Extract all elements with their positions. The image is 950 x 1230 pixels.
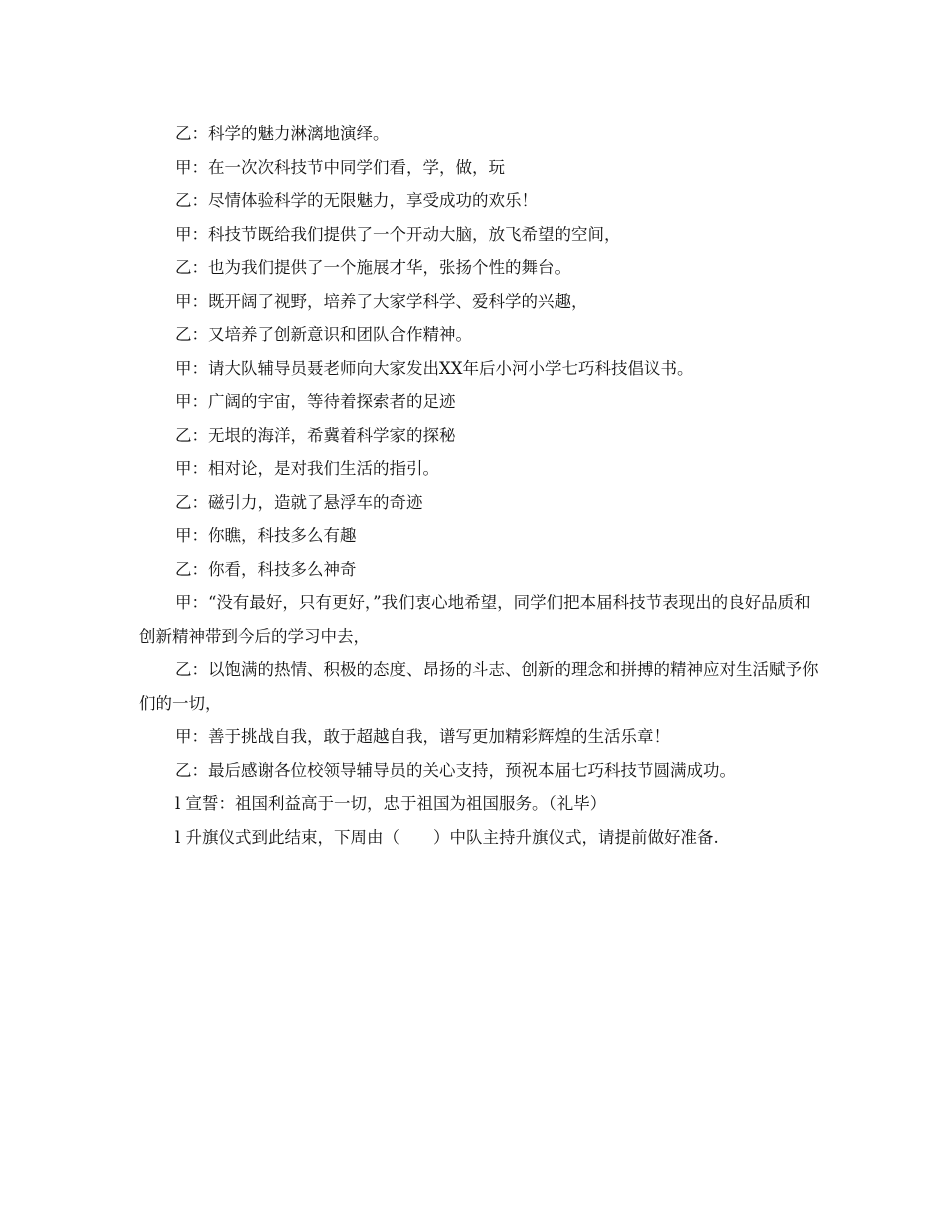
paragraph: 乙：磁引力，造就了悬浮车的奇迹 <box>175 492 423 512</box>
paragraph: 乙：无垠的海洋，希冀着科学家的探秘 <box>175 425 456 445</box>
paragraph: 乙：尽情体验科学的无限魅力，享受成功的欢乐！ <box>175 191 538 210</box>
paragraph: 乙：最后感谢各位校领导辅导员的关心支持，预祝本届七巧科技节圆满成功。 <box>175 760 736 780</box>
paragraph: 甲：善于挑战自我，敢于超越自我，谱写更加精彩辉煌的生活乐章！ <box>175 727 670 746</box>
paragraph: 甲：请大队辅导员聂老师向大家发出XX年后小河小学七巧科技倡议书。 <box>175 358 694 378</box>
paragraph: l 宣誓：祖国利益高于一切，忠于祖国为祖国服务。（礼毕） <box>175 794 607 813</box>
paragraph: l 升旗仪式到此结束，下周由（ ）中队主持升旗仪式，请提前做好准备. <box>175 827 719 847</box>
paragraph: 乙：科学的魅力淋漓地演绎。 <box>175 124 390 143</box>
paragraph: 甲：科技节既给我们提供了一个开动大脑，放飞希望的空间， <box>175 224 621 244</box>
paragraph: 乙：又培养了创新意识和团队合作精神。 <box>175 325 472 344</box>
paragraph: 甲：相对论，是对我们生活的指引。 <box>175 459 439 478</box>
paragraph: 甲：“没有最好，只有更好，”我们衷心地希望，同学们把本届科技节表现出的良好品质和创新精神带到今后的学习中去， <box>139 593 811 646</box>
paragraph: 甲：你瞧，科技多么有趣 <box>175 526 357 545</box>
paragraph: 甲：在一次次科技节中同学们看，学，做，玩 <box>175 157 505 177</box>
paragraph: 乙：以饱满的热情、积极的态度、昂扬的斗志、创新的理念和拼搏的精神应对生活赋予你们的一切， <box>139 660 819 713</box>
paragraph: 甲：既开阔了视野，培养了大家学科学、爱科学的兴趣， <box>175 291 588 311</box>
paragraph: 乙：也为我们提供了一个施展才华，张扬个性的舞台。 <box>175 258 571 277</box>
document-body <box>139 117 819 854</box>
paragraph: 甲：广阔的宇宙，等待着探索者的足迹 <box>175 392 456 411</box>
paragraph: 乙：你看，科技多么神奇 <box>175 559 357 579</box>
